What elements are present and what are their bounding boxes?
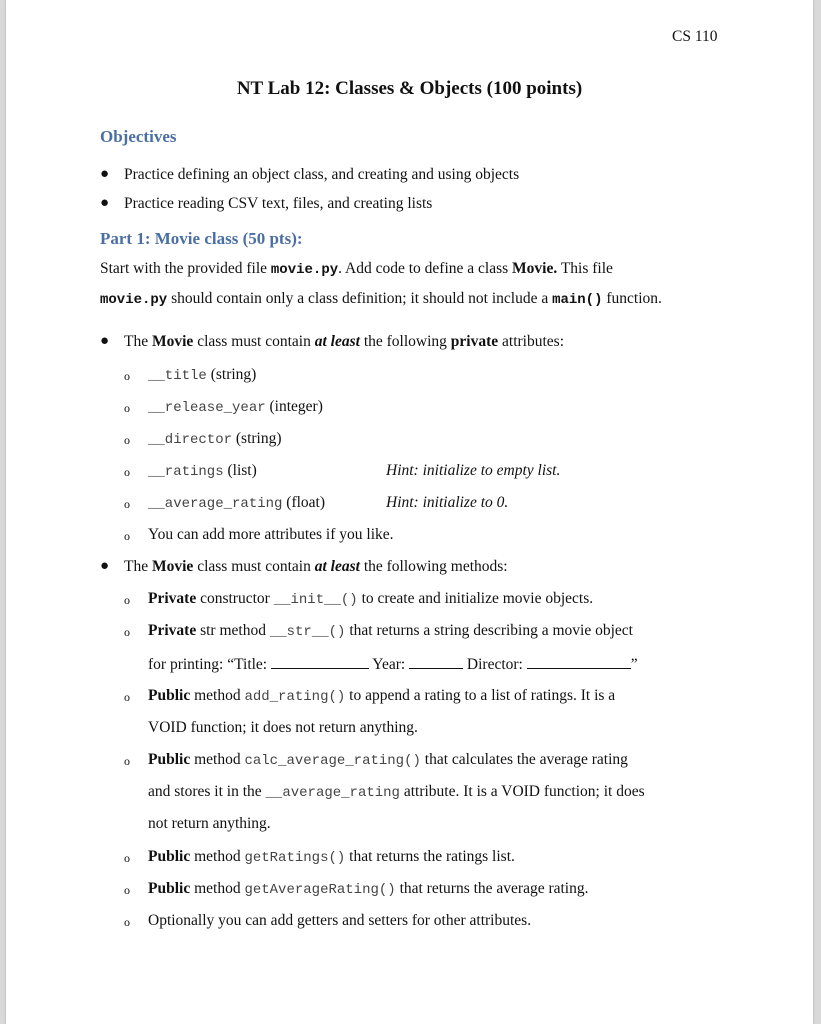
- attribute-item: [148, 494, 325, 512]
- text: the following methods:: [359, 558, 508, 575]
- method-item-continued: [148, 654, 638, 674]
- attribute-item: [148, 366, 256, 384]
- attribute-item: [148, 462, 257, 480]
- attribute-item: [148, 398, 323, 416]
- file-name: movie.py: [270, 262, 339, 278]
- part1-heading: Part 1: Movie class (50 pts):: [100, 229, 303, 248]
- intro-text: This file: [557, 260, 613, 277]
- method-code: __init__(): [273, 592, 358, 608]
- method-code: add_rating(): [244, 689, 346, 705]
- visibility-label: Public: [148, 687, 191, 704]
- movie-class: Movie: [151, 558, 194, 575]
- circle-bullet-icon: o: [124, 401, 130, 415]
- circle-bullet-icon: o: [124, 433, 130, 447]
- visibility-label: Public: [148, 848, 191, 865]
- text: that returns the ratings list.: [345, 848, 515, 865]
- attribute-name: __title: [148, 368, 207, 384]
- method-item: [148, 880, 589, 898]
- method-item: [148, 622, 633, 640]
- text: that returns a string describing a movie object: [345, 622, 633, 639]
- circle-bullet-icon: o: [124, 529, 130, 543]
- attribute-name: __release_year: [148, 400, 266, 416]
- hint-text: Hint: initialize to empty list.: [386, 462, 561, 479]
- visibility-label: Private: [148, 590, 197, 607]
- text: attribute. It is a VOID function; it does: [399, 783, 645, 800]
- method-item: Optionally you can add getters and setters for other attributes.: [148, 912, 532, 929]
- attribute-name: __director: [148, 432, 233, 448]
- text: ”: [630, 656, 638, 673]
- bullet-icon: ●: [100, 333, 110, 349]
- attribute-extra: You can add more attributes if you like.: [148, 526, 394, 543]
- method-item-continued: [148, 783, 645, 801]
- bullet-icon: ●: [100, 558, 110, 574]
- attribute-name: __average_rating: [148, 496, 283, 512]
- hint-text: Hint: initialize to 0.: [386, 494, 509, 511]
- circle-bullet-icon: o: [124, 497, 130, 511]
- text: and stores it in the: [148, 783, 266, 800]
- attribute-item: [148, 430, 282, 448]
- circle-bullet-icon: o: [124, 851, 130, 865]
- method-item: [148, 590, 593, 608]
- page-title: NT Lab 12: Classes & Objects (100 points): [236, 78, 583, 99]
- text: Director:: [463, 656, 527, 673]
- circle-bullet-icon: o: [124, 593, 130, 607]
- blank-line: [527, 654, 631, 669]
- circle-bullet-icon: o: [124, 754, 130, 768]
- attribute-type: (float): [282, 494, 326, 511]
- text: method: [190, 848, 245, 865]
- attribute-type: (integer): [265, 398, 323, 415]
- objective-item: Practice defining an object class, and creating and using objects: [124, 166, 520, 183]
- attributes-intro: [124, 333, 564, 351]
- method-code: __str__(): [269, 624, 346, 640]
- text: that calculates the average rating: [420, 751, 628, 768]
- method-item: [148, 848, 515, 866]
- intro-text: . Add code to define a class: [338, 260, 513, 277]
- intro-text: function.: [602, 290, 662, 307]
- attribute-code: __average_rating: [265, 785, 400, 801]
- class-name: Movie.: [512, 260, 558, 277]
- main-function: main(): [552, 292, 603, 308]
- circle-bullet-icon: o: [124, 369, 130, 383]
- visibility-label: Public: [148, 751, 191, 768]
- objectives-heading: Objectives: [100, 127, 177, 146]
- private-label: private: [450, 333, 499, 350]
- attribute-type: (string): [232, 430, 282, 447]
- file-name: movie.py: [100, 292, 168, 308]
- methods-intro: [124, 558, 508, 576]
- method-code: getAverageRating(): [244, 882, 396, 898]
- text: that returns the average rating.: [395, 880, 589, 897]
- attribute-name: __ratings: [148, 464, 224, 480]
- attribute-type: (list): [223, 462, 257, 479]
- bullet-icon: ●: [100, 195, 110, 211]
- blank-line: [271, 654, 369, 669]
- method-item-continued: VOID function; it does not return anything.: [148, 719, 418, 736]
- method-item-continued: not return anything.: [148, 815, 271, 832]
- intro-text: Start with the provided file: [100, 260, 271, 277]
- part1-intro-line1: [100, 260, 613, 278]
- attribute-type: (string): [206, 366, 257, 383]
- circle-bullet-icon: o: [124, 690, 130, 704]
- text: Year:: [369, 656, 410, 673]
- circle-bullet-icon: o: [124, 915, 130, 929]
- circle-bullet-icon: o: [124, 883, 130, 897]
- text: method: [190, 687, 245, 704]
- text: method: [190, 751, 245, 768]
- text: attributes:: [498, 333, 565, 350]
- visibility-label: Private: [148, 622, 197, 639]
- text: to create and initialize movie objects.: [357, 590, 594, 607]
- method-code: getRatings(): [244, 850, 346, 866]
- document-page: [6, 0, 813, 1024]
- text: The: [124, 558, 152, 575]
- bullet-icon: ●: [100, 166, 110, 182]
- visibility-label: Public: [148, 880, 191, 897]
- method-item: [148, 751, 628, 769]
- text: str method: [196, 622, 270, 639]
- emphasis: at least: [314, 333, 360, 350]
- text: to append a rating to a list of ratings. It is a: [345, 687, 616, 704]
- intro-text: should contain only a class definition; it should not include a: [167, 290, 553, 307]
- text: method: [190, 880, 245, 897]
- circle-bullet-icon: o: [124, 625, 130, 639]
- text: constructor: [196, 590, 274, 607]
- emphasis: at least: [314, 558, 360, 575]
- method-item: [148, 687, 615, 705]
- circle-bullet-icon: o: [124, 465, 130, 479]
- text: The: [124, 333, 152, 350]
- part1-intro-line2: [100, 290, 662, 308]
- objective-item: Practice reading CSV text, files, and creating lists: [124, 195, 433, 212]
- course-label: CS 110: [672, 28, 718, 45]
- text: for printing: “Title:: [148, 656, 271, 673]
- text: class must contain: [193, 558, 315, 575]
- text: the following: [359, 333, 451, 350]
- movie-class: Movie: [151, 333, 194, 350]
- method-code: calc_average_rating(): [244, 753, 421, 769]
- blank-line: [409, 654, 463, 669]
- text: class must contain: [193, 333, 315, 350]
